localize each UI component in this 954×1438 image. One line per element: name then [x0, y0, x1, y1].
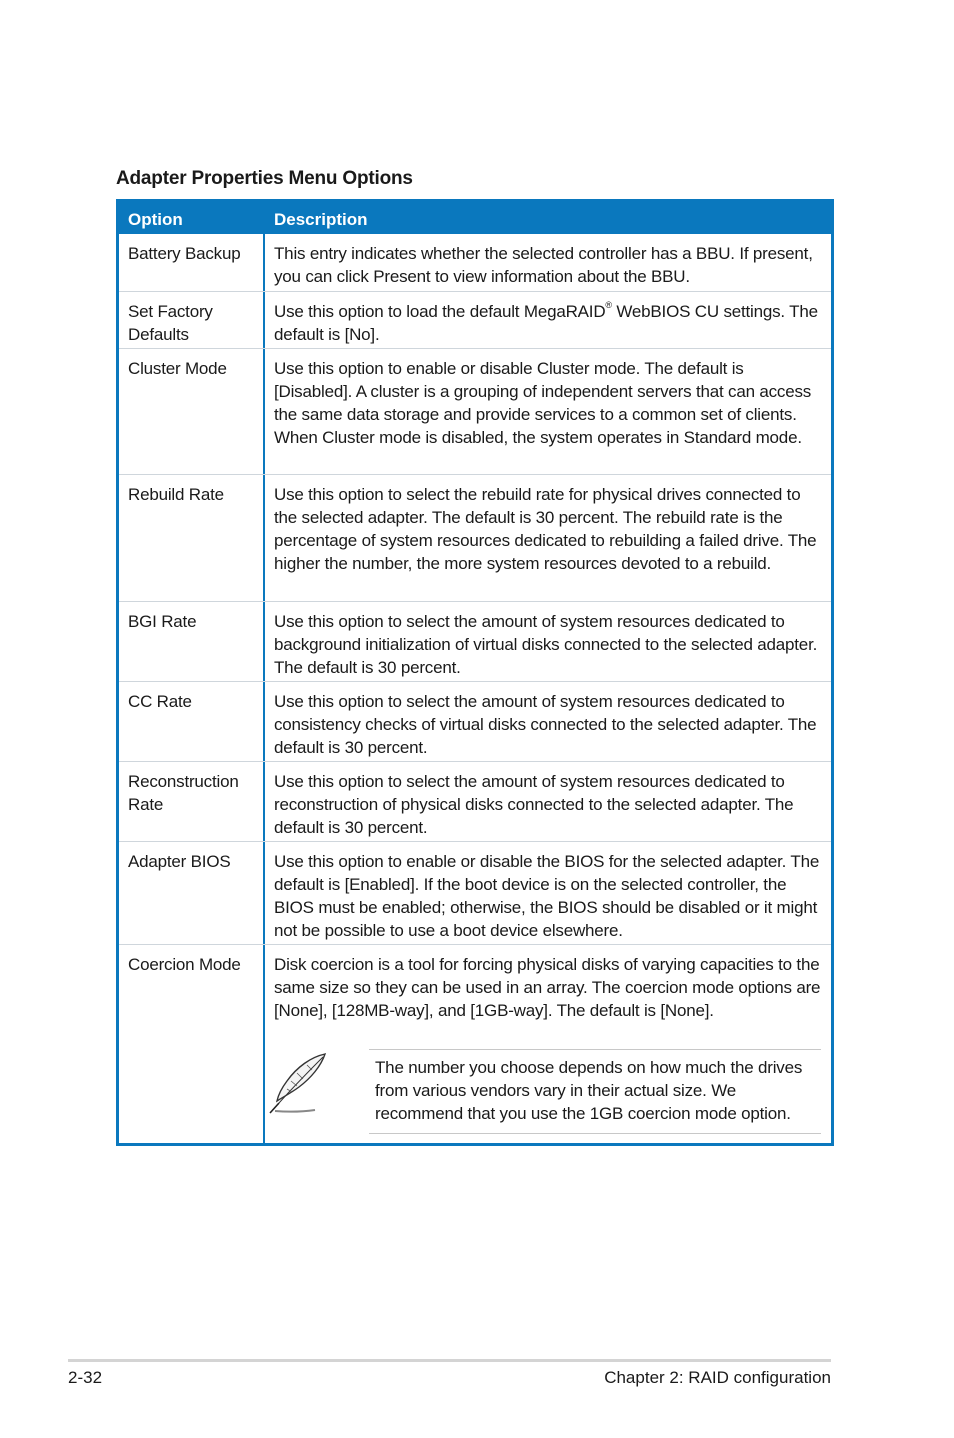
option-cell: CC Rate — [128, 692, 192, 711]
option-cell: Coercion Mode — [128, 955, 241, 974]
description-cell: This entry indicates whether the selected controller has a BBU. If present, you can click Present to view information about the BBU. — [274, 244, 813, 286]
quill-pen-icon — [267, 1051, 333, 1117]
page-number: 2-32 — [68, 1368, 103, 1387]
table-row — [119, 474, 831, 602]
table-row — [119, 761, 831, 842]
option-cell: Set Factory Defaults — [128, 302, 213, 344]
description-cell: Use this option to select the amount of system resources dedicated to background initialization of virtual disks connected to the selected adapter. The default is 30 percent. — [274, 612, 818, 677]
description-text: Use this option to load the default MegaRAID — [274, 302, 606, 321]
adapter-properties-table — [116, 199, 834, 1146]
description-cell: Use this option to select the amount of system resources dedicated to consistency checks of virtual disks connected to the selected adapter. The default is 30 percent. — [274, 692, 817, 757]
table-row — [119, 291, 831, 349]
description-cell: Use this option to select the rebuild rate for physical drives connected to the selected adapter. The default is 30 percent. The rebuild rate is the percentage of system resources dedicated to rebuilding a failed drive. The higher the number, the more system resources devoted to a rebuild. — [274, 485, 817, 573]
description-cell: Use this option to select the amount of system resources dedicated to reconstruction of physical disks connected to the selected adapter. The default is 30 percent. — [274, 772, 794, 837]
description-cell — [274, 300, 822, 346]
note-text: The number you choose depends on how much the drives from various vendors vary in their actual size. We recommend that you use the 1GB coercion mode option. — [369, 1049, 821, 1134]
option-cell: Battery Backup — [128, 244, 241, 263]
header-description: Description — [274, 210, 368, 229]
table-row — [119, 841, 831, 945]
table-row — [119, 681, 831, 762]
registered-mark: ® — [605, 300, 612, 310]
table-row — [119, 601, 831, 682]
description-text: WebBIOS CU settings. The default is [No]. — [274, 302, 818, 344]
option-cell: Cluster Mode — [128, 359, 227, 378]
option-cell: Reconstruction Rate — [128, 772, 239, 814]
section-title: Adapter Properties Menu Options — [116, 168, 413, 189]
header-option: Option — [128, 210, 183, 229]
note-callout — [267, 1049, 827, 1139]
option-cell: BGI Rate — [128, 612, 197, 631]
description-cell: Use this option to enable or disable the BIOS for the selected adapter. The default is [Enabled]. If the boot device is on the selected controller, the BIOS must be enabled; otherwise, the BIOS should be disabled or it might not be possible to use a boot device elsewhere. — [274, 852, 820, 940]
table-row — [119, 348, 831, 475]
footer-divider — [68, 1359, 831, 1362]
description-cell: Disk coercion is a tool for forcing physical disks of varying capacities to the same size so they can be used in an array. The coercion mode options are [None], [128MB-way], and [1GB-way]. The default is [None]. — [274, 955, 821, 1020]
table-row — [119, 944, 831, 1144]
table-header — [119, 202, 831, 234]
option-cell: Adapter BIOS — [128, 852, 231, 871]
option-cell: Rebuild Rate — [128, 485, 224, 504]
description-cell: Use this option to enable or disable Cluster mode. The default is [Disabled]. A cluster is a grouping of independent servers that can access the same data storage and provide services to a common set of clients. When Cluster mode is disabled, the system operates in Standard mode. — [274, 359, 812, 447]
table-row — [119, 234, 831, 291]
chapter-title: Chapter 2: RAID configuration — [604, 1368, 831, 1387]
